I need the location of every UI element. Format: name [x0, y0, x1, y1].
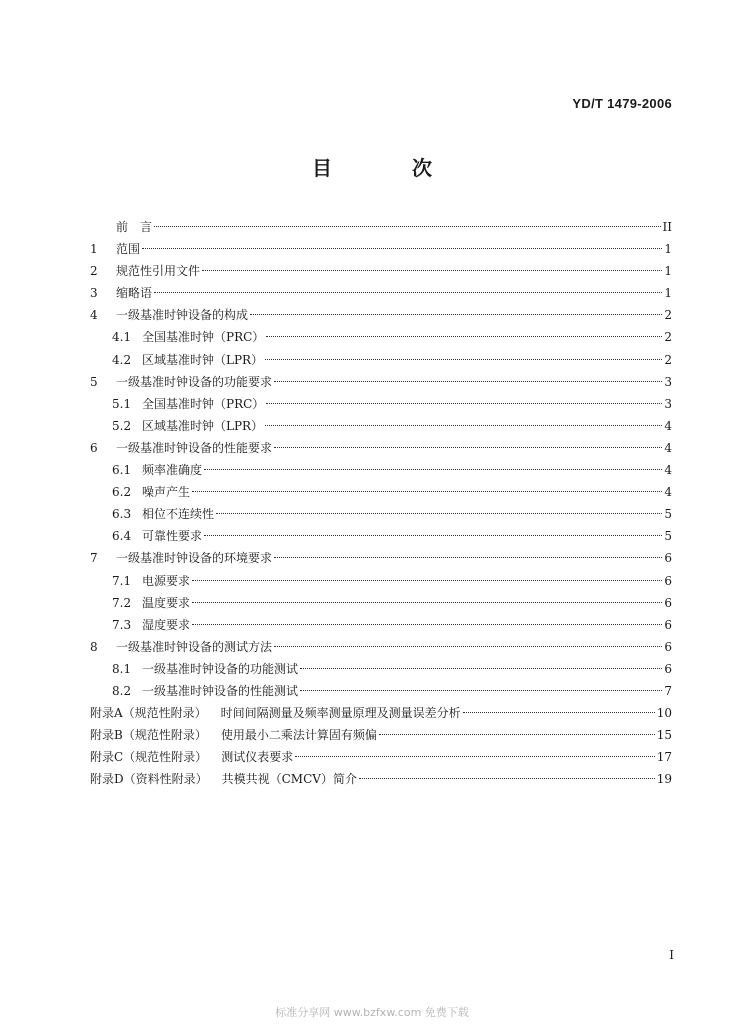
toc-entry[interactable] [90, 547, 672, 569]
page-title: 目 次 [312, 156, 462, 180]
toc-dot-leader [300, 690, 662, 691]
toc-entry-title: 测试仪表要求 [221, 750, 294, 765]
toc-entry-title: 可靠性要求 [142, 529, 203, 544]
toc-dot-leader [202, 270, 662, 271]
toc-entry-title: 范围 [116, 242, 141, 257]
toc-dot-leader [274, 447, 662, 448]
toc-entry-page: 17 [656, 750, 672, 765]
toc-entry-page: 2 [664, 330, 672, 345]
toc-entry[interactable] [90, 570, 672, 592]
toc-entry-title: 一级基准时钟设备的性能要求 [116, 440, 273, 455]
toc-entry-page: 6 [664, 551, 672, 566]
toc-dot-leader [266, 403, 662, 404]
toc-entry-page: 2 [664, 308, 672, 323]
toc-entry-page: 15 [656, 728, 672, 743]
toc-entry-number: 7 [90, 551, 98, 566]
toc-entry-title: 噪声产生 [142, 485, 191, 500]
toc-entry[interactable] [90, 724, 672, 746]
toc-dot-leader [359, 778, 655, 779]
toc-entry[interactable] [90, 746, 672, 768]
toc-entry-number: 附录D（资料性附录） [90, 772, 208, 787]
toc-entry-page: 1 [664, 264, 672, 279]
toc-entry-number: 8.2 [112, 683, 132, 698]
toc-entry-title: 全国基准时钟（PRC） [142, 396, 265, 411]
toc-dot-leader [192, 491, 662, 492]
toc-entry-number: 6.2 [112, 485, 132, 500]
toc-entry-title: 共模共视（CMCV）简介 [221, 772, 357, 787]
toc-entry-title: 温度要求 [142, 595, 191, 610]
toc-dot-leader [379, 734, 655, 735]
toc-entry-number: 7.2 [112, 595, 132, 610]
toc-entry-page: 5 [664, 529, 672, 544]
toc-entry-title: 缩略语 [116, 286, 153, 301]
toc-entry-page: 5 [664, 507, 672, 522]
toc-entry-number: 6 [90, 440, 98, 455]
toc-entry-number: 6.3 [112, 507, 132, 522]
toc-entry-number: 7.3 [112, 617, 132, 632]
toc-entry-title: 频率准确度 [142, 463, 203, 478]
toc-dot-leader [216, 513, 662, 514]
toc-entry[interactable] [90, 393, 672, 415]
toc-entry[interactable] [90, 349, 672, 371]
toc-dot-leader [204, 535, 662, 536]
toc-entry-number: 4.1 [112, 330, 132, 345]
toc-entry-page: 3 [664, 374, 672, 389]
toc-entry-number: 6.4 [112, 529, 132, 544]
toc-dot-leader [204, 469, 662, 470]
toc-dot-leader [154, 292, 662, 293]
toc-entry-page: 4 [664, 418, 672, 433]
toc-entry[interactable] [90, 680, 672, 702]
toc-entry-title: 一级基准时钟设备的测试方法 [116, 639, 273, 654]
toc-entry-page: 1 [664, 242, 672, 257]
toc-dot-leader [250, 314, 662, 315]
toc-entry-page: 6 [664, 617, 672, 632]
toc-dot-leader [295, 756, 655, 757]
toc-dot-leader [300, 668, 662, 669]
toc-dot-leader [274, 381, 662, 382]
toc-entry-page: 3 [664, 396, 672, 411]
toc-dot-leader [265, 359, 662, 360]
toc-entry-page: 7 [664, 683, 672, 698]
toc-entry-number: 附录C（规范性附录） [90, 750, 208, 765]
toc-entry-page: 6 [664, 595, 672, 610]
toc-entry-number: 2 [90, 264, 98, 279]
toc-entry-number: 4 [90, 308, 98, 323]
toc-dot-leader [192, 602, 662, 603]
toc-entry[interactable] [90, 216, 672, 238]
toc-entry-page: 1 [664, 286, 672, 301]
toc-entry-title: 电源要求 [142, 573, 191, 588]
toc-dot-leader [274, 646, 662, 647]
toc-entry[interactable] [90, 304, 672, 326]
toc-entry[interactable] [90, 592, 672, 614]
toc-dot-leader [192, 624, 662, 625]
toc-entry[interactable] [90, 636, 672, 658]
toc-entry-number: 6.1 [112, 463, 132, 478]
toc-entry[interactable] [90, 614, 672, 636]
toc-entry-title: 全国基准时钟（PRC） [142, 330, 265, 345]
watermark: 标准分享网 www.bzfxw.com 免费下载 [275, 1006, 469, 1019]
toc-entry-title: 一级基准时钟设备的环境要求 [116, 551, 273, 566]
table-of-contents [90, 216, 672, 790]
toc-entry-page: 2 [664, 352, 672, 367]
toc-dot-leader [266, 336, 662, 337]
toc-entry-page: 6 [664, 661, 672, 676]
toc-entry[interactable] [90, 702, 672, 724]
toc-entry-title: 一级基准时钟设备的构成 [116, 308, 249, 323]
toc-entry-number: 3 [90, 286, 98, 301]
toc-entry-title: 规范性引用文件 [116, 264, 201, 279]
standard-code: YD/T 1479-2006 [572, 96, 672, 111]
toc-dot-leader [265, 425, 662, 426]
toc-entry-number: 1 [90, 242, 98, 257]
toc-entry-title: 时间间隔测量及频率测量原理及测量误差分析 [220, 706, 461, 721]
toc-dot-leader [274, 557, 662, 558]
toc-entry-number: 附录B（规范性附录） [90, 728, 207, 743]
toc-entry-page: 4 [664, 440, 672, 455]
toc-dot-leader [154, 226, 661, 227]
toc-entry-page: 10 [656, 706, 672, 721]
toc-entry-number: 4.2 [112, 352, 132, 367]
toc-entry[interactable] [90, 503, 672, 525]
toc-entry-number: 5.2 [112, 418, 132, 433]
toc-entry-page: 19 [656, 772, 672, 787]
toc-entry-title: 相位不连续性 [142, 507, 215, 522]
toc-entry-number: 7.1 [112, 573, 132, 588]
toc-entry[interactable] [90, 415, 672, 437]
toc-entry[interactable] [90, 658, 672, 680]
toc-entry[interactable] [90, 768, 672, 790]
toc-entry-title: 前 言 [116, 220, 153, 234]
toc-dot-leader [192, 580, 662, 581]
toc-entry-title: 湿度要求 [142, 617, 191, 632]
toc-entry[interactable] [90, 282, 672, 304]
toc-dot-leader [463, 712, 655, 713]
toc-entry-title: 区域基准时钟（LPR） [142, 418, 264, 433]
toc-entry-number: 8 [90, 639, 98, 654]
toc-entry-number: 8.1 [112, 661, 132, 676]
toc-entry-page: 4 [664, 485, 672, 500]
toc-entry[interactable] [90, 260, 672, 282]
page-number: I [669, 948, 674, 962]
toc-entry-page: 6 [664, 573, 672, 588]
toc-entry-title: 区域基准时钟（LPR） [142, 352, 264, 367]
toc-dot-leader [142, 248, 662, 249]
toc-entry-title: 使用最小二乘法计算固有频偏 [220, 728, 377, 743]
toc-entry-number: 5.1 [112, 396, 132, 411]
toc-entry-page: 6 [664, 639, 672, 654]
toc-entry-number: 附录A（规范性附录） [90, 706, 207, 721]
toc-entry-page: II [662, 220, 672, 234]
toc-entry[interactable] [90, 371, 672, 393]
toc-entry[interactable] [90, 459, 672, 481]
toc-entry[interactable] [90, 326, 672, 348]
toc-entry[interactable] [90, 525, 672, 547]
toc-entry[interactable] [90, 481, 672, 503]
toc-entry-number: 5 [90, 374, 98, 389]
toc-entry[interactable] [90, 437, 672, 459]
toc-entry[interactable] [90, 238, 672, 260]
toc-entry-page: 4 [664, 463, 672, 478]
toc-entry-title: 一级基准时钟设备的功能要求 [116, 374, 273, 389]
toc-entry-title: 一级基准时钟设备的性能测试 [142, 683, 299, 698]
toc-entry-title: 一级基准时钟设备的功能测试 [142, 661, 299, 676]
